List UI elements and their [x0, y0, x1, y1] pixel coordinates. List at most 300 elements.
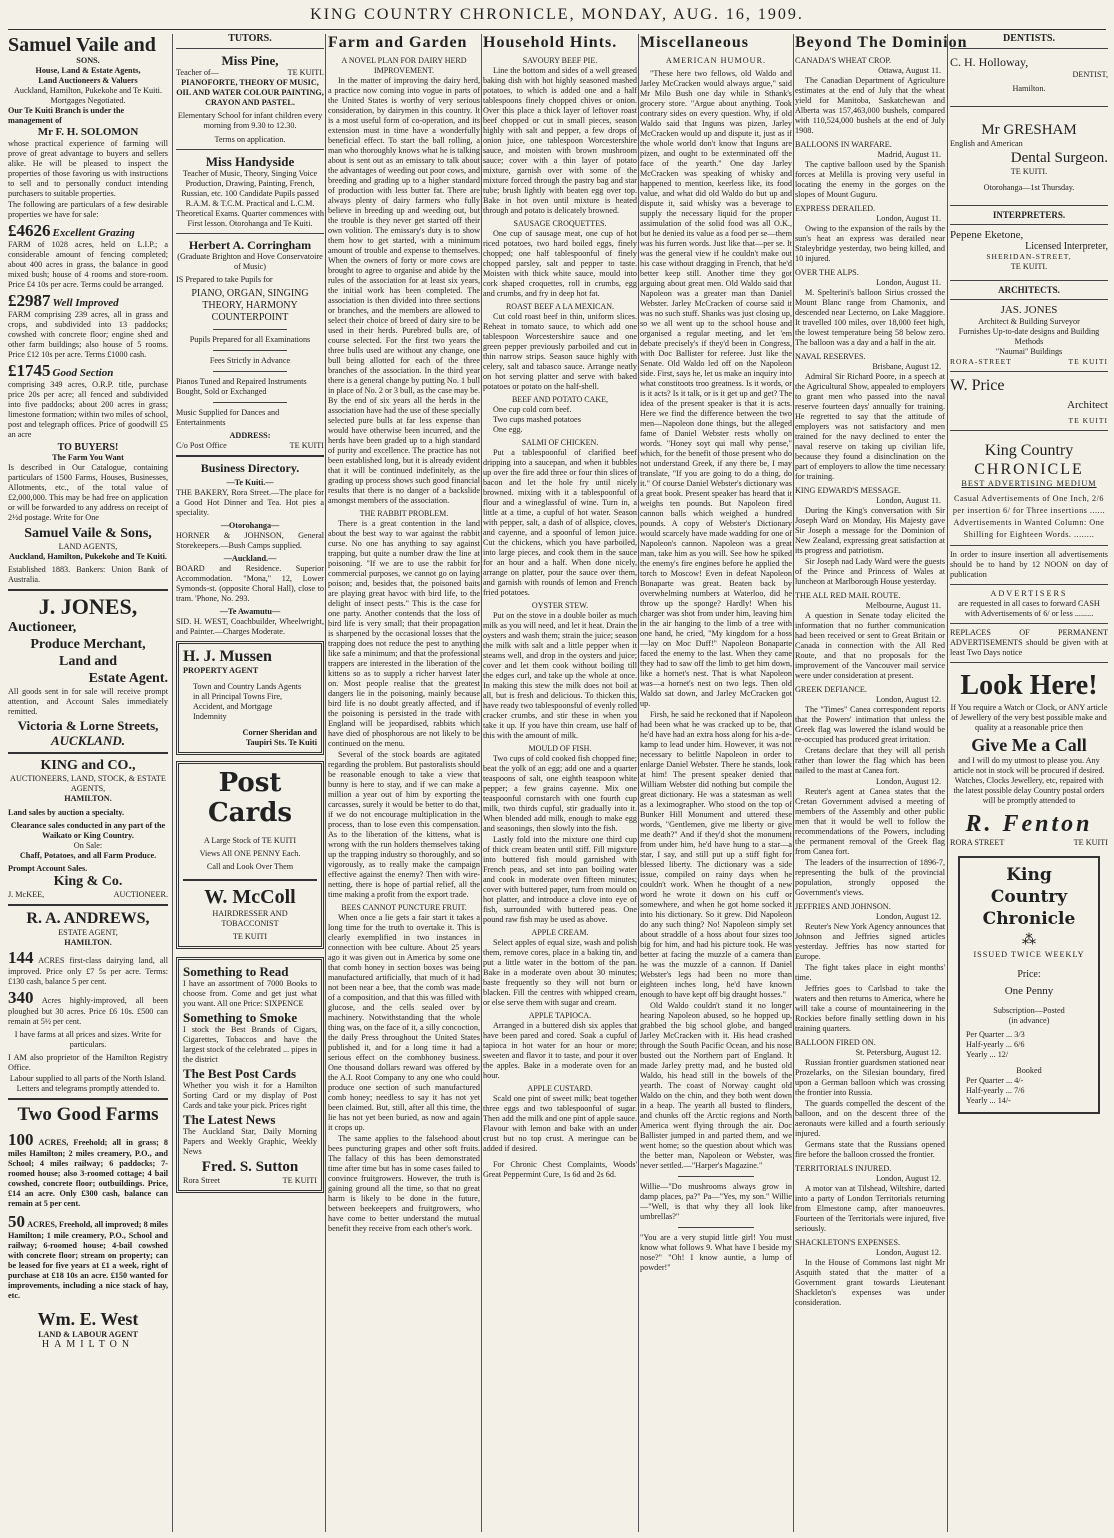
news-text: In the House of Commons last night Mr Asquith stated that the matter of a Government grant towards Lieutenant Shackleton's expenses was under consideration.	[795, 1258, 945, 1307]
andrews-name: R. A. ANDREWS,	[26, 910, 150, 927]
column-divider	[793, 34, 794, 1532]
andrews-text-1: ACRES first-class dairying land, all improved. Price only £7 5s per acre. Terms: £130 cash, balance 5 per cent.	[8, 956, 168, 986]
vaile-sons-agents: LAND AGENTS,	[58, 542, 118, 551]
news-title: GREEK DEFIANCE.	[795, 685, 867, 694]
chronicle-box-rate: Half-yearly ... 6/6	[966, 1040, 1025, 1049]
pine-school: Elementary School for infant children every morning from 9.30 to 12.30.	[177, 111, 323, 130]
chronicle-box-country: Country	[990, 887, 1068, 907]
andrews-desc: ESTATE AGENT,	[58, 928, 118, 937]
separator	[8, 904, 168, 906]
king-co-desc: AUCTIONEERS, LAND, STOCK, & ESTATE AGENTS,	[10, 774, 166, 793]
two-farms-n2: 50	[8, 1212, 25, 1231]
post-cards-ad	[176, 761, 324, 949]
news-title: JEFFRIES AND JOHNSON.	[795, 902, 891, 911]
west-name: Wm. E. West	[37, 1309, 139, 1329]
andrews-labour: Labour supplied to all parts of the North Island.	[9, 1074, 167, 1083]
jas-jones-text: Furnishes Up-to-date designs and Building Methods	[958, 327, 1100, 346]
separator	[176, 149, 324, 150]
news-text: Sir Joseph nad Lady Ward were the guests of the Prince and Princess of Wales at luncheon at Marlborough House yesterday.	[795, 557, 945, 586]
recipe-title: APPLE CUSTARD.	[527, 1084, 593, 1093]
andrews-city: HAMILTON.	[64, 938, 112, 947]
jones-line-1: Auctioneer,	[8, 620, 77, 635]
news-text: A motor van at Tilshead, Wiltshire, darted into a party of London Territorials returning from Elmestone camp, after manoeuvres. Fourteen of the Territorials were injured, five seriously.	[795, 1184, 945, 1233]
jones-text: All goods sent in for sale will receive prompt attention, and Account Sales immediately remitted.	[8, 687, 168, 716]
recipe-line: One cup cold corn beef.	[493, 405, 572, 414]
chronicle-box-rate: Yearly ... 12/	[966, 1050, 1009, 1059]
ornament-icon: ⁂	[1022, 933, 1036, 948]
misc-sub: AMERICAN HUMOUR.	[665, 56, 767, 65]
recipe-text: Put on the stove in a double boiler as much milk as you will need, and let it heat. Drain the oysters and wash them; strain the juice; season the milk with salt and a little pepper when it steams well, and drop in the oysters and juice; cover and let them cook without boiling till the edges curl, and take up the whole at once. In making this stew the milk does not boil at all, but is fresh and delicious. To thicken this, have ready two tablespoonsful of evenly rolled cracker crumbs, and stir these in when you take it up. If you have thin cream, use half of this with the amount of milk.	[483, 611, 637, 740]
news-text: Owing to the expansion of the rails by the sun's heat an express was derailed near Staleybridge yesterday, two being killed, and 10 injured.	[795, 224, 945, 263]
chronicle-box-subscription: Subscription—Posted	[993, 1006, 1065, 1015]
sutton-head-2: Something to Smoke	[183, 1010, 298, 1025]
separator	[950, 662, 1108, 663]
chronicle-box-advance: (in advance)	[1008, 1016, 1050, 1025]
news-text: The captive balloon used by the Spanish forces at Melilla is proving very useful in locating the enemy in the gorges on the slopes of Mount Guguru.	[795, 160, 945, 199]
jones-line-2: Produce Merchant,	[30, 637, 146, 652]
corringham-exams: Pupils Prepared for all Examinations	[189, 335, 311, 344]
property-1-price: £4626	[8, 221, 51, 240]
tutors-head: TUTORS.	[228, 33, 272, 44]
corringham-sub: (Graduate Brighton and Hove Conservatoire of Music)	[177, 252, 323, 271]
price-name: W. Price	[950, 377, 1005, 394]
dentists-head: DENTISTS.	[1003, 33, 1055, 44]
chronicle-subscription-ad	[958, 856, 1100, 1114]
corringham-subjects: PIANO, ORGAN, SINGING THEORY, HARMONY COUNTERPOINT	[191, 288, 309, 323]
interpreters-head: INTERPRETERS.	[992, 210, 1066, 220]
news-date: London, August 11.	[876, 214, 941, 223]
mussen-corner: Corner Sheridan and	[242, 728, 317, 737]
jas-jones-name: JAS. JONES	[1000, 304, 1058, 316]
news-date: London, August 12.	[875, 1248, 941, 1257]
news-title: TERRITORIALS INJURED.	[795, 1164, 892, 1173]
king-co-line-4: Chaff, Potatoes, and all Farm Produce.	[19, 851, 157, 860]
news-title: BALLOONS IN WARFARE.	[795, 140, 892, 149]
separator	[950, 545, 1108, 546]
news-text: The leaders of the insurrection of 1896-7, representing the bulk of the provincial population, strongly opposed the Government's views.	[795, 858, 945, 897]
king-co-sign: King & Co.	[53, 874, 123, 889]
news-text: During the King's conversation with Sir Joseph Ward on Monday, His Majesty gave Sir Joseph a message for the Dominion of New Zealand, expressing great satisfaction at its progress and patriotism.	[795, 506, 945, 555]
recipe-text: One cup of sausage meat, one cup of hot riced potatoes, two hard boiled eggs, finely chopped; one half tablespoonful of finely chopped parsley, salt and pepper to taste. Moisten with thick white sauce, mould into cork shaped croquettes, roll in crumbs, egg and crumbs, and fry in deep hot fat.	[483, 229, 637, 298]
news-text: The guards compelled the descent of the balloon, and on the descent three of the aeronauts were killed and a fourth seriously injured.	[795, 1099, 945, 1138]
column-divider	[638, 34, 639, 1532]
property-1-text: FARM of 1028 acres, held on L.I.P.; a considerable amount of fencing completed; about 400 acres in grass, the balance in good mixed bush; house of 4 rooms and store-room. Price £4 10s per acre. Terms could be arranged.	[8, 240, 168, 289]
news-date: London, August 12.	[875, 912, 941, 921]
vaile-branch: Our Te Kuiti Branch is under the management of	[8, 106, 125, 125]
vaile-manager-text: whose practical experience of farming will prove of great advantage to buyers and sellers alike. He will be pleased to inspect the properties of those favoring us with instructions to sell and to personally conduct intending purchasers to suitable properties.	[8, 139, 168, 198]
vaile-following: The following are particulars of a few desirable properties we have for sale:	[8, 200, 168, 219]
directory-otorohanga: —Otorohanga—	[220, 521, 280, 530]
separator	[176, 48, 324, 49]
sutton-street: Rora Street	[183, 1176, 221, 1185]
recipe-title: ROAST BEEF A LA MEXICAN.	[505, 302, 615, 311]
mussen-place: Te Kuiti	[288, 738, 317, 747]
eketone-place: TE KUITI.	[1010, 262, 1048, 271]
separator	[950, 205, 1108, 206]
gresham-desc: English and American	[950, 139, 1023, 148]
sutton-name: Fred. S. Sutton	[201, 1159, 299, 1175]
business-directory-head: Business Directory.	[200, 461, 300, 475]
two-farms-n1: 100	[8, 1130, 34, 1149]
recipe-line: One egg.	[493, 425, 523, 434]
jones-line-4: Estate Agent.	[88, 671, 168, 686]
chronicle-box-booked: Booked	[1016, 1066, 1042, 1075]
news-title: NAVAL RESERVES.	[795, 352, 866, 361]
property-2-price: £2987	[8, 291, 51, 310]
news-title: SHACKLETON'S EXPENSES.	[795, 1238, 901, 1247]
news-title: OVER THE ALPS.	[795, 268, 859, 277]
article-text: The same applies to the falsehood about bees puncturing grapes and other soft fruits. The fallacy of this has been demonstrated time after time but has in some cases failed to convince fruitgrowers. However, the truth is gaining ground all the time, so that no great harm is likely to be done in the future, between beekeepers and fruitgrowers, who have come to better understand the mutual benefit they receive from each other's work.	[328, 1134, 480, 1233]
misc-head: Miscellaneous	[640, 34, 749, 51]
news-title: THE ALL RED MAIL ROUTE.	[795, 591, 901, 600]
jas-jones-desc: Architect & Building Surveyor	[978, 317, 1080, 326]
separator	[213, 329, 287, 330]
chronicle-best: BEST ADVERTISING MEDIUM	[961, 479, 1097, 488]
corringham-address: ADDRESS:	[229, 431, 271, 440]
look-here-text: If You require a Watch or Clock, or ANY article of Jewellery of the very best possible make and quality at a reasonable price then	[950, 703, 1108, 732]
directory-bakery: THE BAKERY, Rora Street.—The place for a Good Hot Dinner and Tea. Hot pies a speciality.	[176, 488, 324, 517]
separator	[950, 430, 1108, 431]
misc-joke: "You are a very stupid little girl! You must know what follows 9. What have I beside my nose?" "Oh! I know auntie, a lump of powder!"	[640, 1233, 792, 1272]
gresham-desc-2: Dental Surgeon.	[1010, 150, 1108, 166]
news-title: KING EDWARD'S MESSAGE.	[795, 486, 901, 495]
news-title: EXPRESS DERAILED.	[795, 204, 876, 213]
chronicle-box-rate: Yearly ... 14/-	[966, 1096, 1011, 1105]
chronicle-order: In order to insure insertion all advertisements should be to hand by 12 NOON on day of publication	[950, 550, 1108, 579]
news-text: The Canadian Department of Agriculture estimates at the end of July that the wheat yield for Manitoba, Saskatchewan and Alberta was 157,463,000 bushels, compared with 110,524,000 bushels at the end of July 1908.	[795, 76, 945, 135]
article-text: There is a great contention in the land about the best way to war against the rabbit curse. No one has anything to say against trapping, but quite a number draw the line at poisoning. "If we are to use the rabbit for commercial purposes, we cannot go on laying poison; and, besides that, the poisoned baits are playing great havoc with bird life, to the delight of insect pests." This is the case for one party. Another contends that the loss of bird life is very small; that their propagation is sharpened by the occasional losses that the trapping does not reduce the pest to anything like safe a minimum; and that the professional trappers are interested in the liberation of the kittens so as to supply a richer harvest later on. Most people realise that the greatest dangers lie in the poisoning, mainly because bird life is no doubt greatly affected, and if the poisoning is persisted in the trade with England will be jeopardised, rabbits which have died of phosphorous are not likely to be continued on the menu.	[328, 519, 480, 748]
recipe-title: MOULD OF FISH.	[528, 744, 592, 753]
recipe-title: APPLE TAPIOCA.	[528, 1011, 592, 1020]
column-divider	[481, 34, 482, 1532]
property-2-title: Well Improved	[52, 297, 119, 309]
gresham-place: TE KUITI.	[1010, 167, 1048, 176]
sutton-ad	[176, 957, 324, 1193]
gresham-note: Otorohanga—1st Thursday.	[983, 183, 1075, 192]
recipe-text: Cut cold roast beef in thin, uniform slices. Reheat in tomato sauce, to which add one tablespoon Worcestershire sauce and one green pepper previously parboiled and cut in thin narrow strips. Season sauce highly with celery, salt and tabasco sauce. Arrange neatly on hot serving platter and serve with baked potatoes or potato on the half-shell.	[483, 312, 637, 391]
separator	[213, 402, 287, 403]
separator	[8, 1098, 168, 1100]
news-date: London, August 12.	[875, 695, 941, 704]
vaile-sons-places: Auckland, Hamilton, Pukekohe and Te Kuiti.	[9, 552, 167, 561]
holloway-place: Hamilton.	[1012, 84, 1046, 93]
directory-horner: HORNER & JOHNSON, General Storekeepers.—Bush Camps supplied.	[176, 531, 324, 550]
holloway-desc: DENTIST,	[1072, 70, 1108, 79]
chronicle-rates: Casual Advertisements of One Inch, 2/6 per insertion 6/ for Three insertions ...... Advertisements in Wanted Column: One Shilling for Eighteen Words. ........	[952, 494, 1106, 539]
handyside-text: Teacher of Music, Theory, Singing Voice Production, Drawing, Painting, French, Russian, etc. 100 Candidate Pupils passed R.A.M. & T.C.M. Practical and L.C.M. Theoretical Exams. Quarter commences with First lesson. Otorohanga and Te Kuiti.	[176, 169, 324, 228]
property-3-text: comprising 349 acres, O.R.P. title, purchase price 20s per acre; all fenced and subdivided into five paddocks; about 200 acres in grass; limestone formation; within two miles of school, post and telegraph offices. Price of goodwill £5 an acre	[8, 380, 168, 439]
news-text: Jeffries goes to Carlsbad to take the waters and then returns to America, where he will take a course of mountaineering in the Rockies before finally settling down in his training quarters.	[795, 984, 945, 1033]
directory-te-awamutu: —Te Awamutu—	[219, 607, 281, 616]
vaile-mortgages: Mortgages Negotiated.	[50, 96, 126, 105]
chronicle-box-rate: Per Quarter ... 3/3	[966, 1030, 1025, 1039]
news-date: London, August 11.	[876, 278, 941, 287]
andrews-registry: I AM also proprietor of the Hamilton Registry Office.	[8, 1053, 168, 1072]
sutton-head-3: The Best Post Cards	[183, 1066, 297, 1081]
separator	[8, 589, 168, 591]
gresham-name: Mr GRESHAM	[981, 122, 1077, 138]
recipe-ad: For Chronic Chest Complaints, Woods' Great Peppermint Cure, 1s 6d and 2s 6d.	[483, 1160, 637, 1179]
directory-west: SID. H. WEST, Coachbuilder, Wheelwright, and Painter.—Charges Moderate.	[176, 617, 324, 636]
mussen-text: Town and Country Lands Agents in all Principal Towns Fire, Accident, and Mortgage Indemnity	[193, 682, 302, 721]
vaile-places: Auckland, Hamilton, Pukekohe and Te Kuiti.	[14, 86, 162, 95]
sutton-text-2: I stock the Best Brands of Cigars, Cigarettes, Tobaccos and have the largest stock of the celebrated ... pipes in the district	[183, 1025, 317, 1064]
household-head: Household Hints.	[483, 34, 618, 51]
article-text: Several of the stock boards are agitated regarding the problem. But pastoralists should be reasonable enough to take a view that bunny is here to stay, and if we can make a million a year out of him by exporting the carcasses, surely it would be better to do that, if we do not encourage multiplication in the process, than to lose even this compensation. As to the liberation of the kittens, what is wrong with the run holders themselves taking up the trapping industry so thoroughly, and so vigorously, as to really make the campaign effective against the enemy? Then with wire-netting, there is hope of partial relief, all the time making a profit from the export trade.	[328, 750, 480, 899]
advertisers-text: are requested in all cases to forward CASH with Advertisements of 6/ or less .........	[958, 599, 1100, 618]
mussen-corner-2: Taupiri Sts.	[245, 738, 287, 747]
separator	[183, 879, 317, 881]
recipe-title: APPLE CREAM.	[531, 928, 589, 937]
news-text: Germans state that the Russians opened fire before the balloon crossed the frontier.	[795, 1140, 945, 1159]
separator	[678, 1176, 754, 1177]
news-text: Russian frontier guardsmen stationed near Prozelarks, on the Silesian boundary, fired upon a German balloon which was crossing the frontier into Russia.	[795, 1058, 945, 1097]
chronicle-box-rate: Per Quarter ... 4/-	[966, 1076, 1024, 1085]
fenton-name: R. Fenton	[965, 811, 1093, 837]
news-date: Melbourne, August 11.	[865, 601, 941, 610]
chronicle-title: CHRONICLE	[974, 461, 1084, 478]
west-desc: LAND & LABOUR AGENT	[38, 1330, 138, 1339]
king-co-line-1: Land sales by auction a specialty.	[8, 808, 125, 817]
news-date: Madrid, August 11.	[877, 150, 941, 159]
news-text: Admiral Sir Richard Poore, in a speech at the Agricultural Show, appealed to employers to grant men who passed into the naval reserve fourteen days' annually for training. He regretted to say that the attitude of employers was not satisfactory and men trained for the navy declined to enter the naval reserve on taking up civilian life, because they found a disinclination on the part of employers to allow the time necessary for training.	[795, 372, 945, 481]
directory-auckland: —Auckland.—	[223, 554, 277, 563]
sutton-head-1: Something to Read	[183, 964, 289, 979]
king-co-line-5: Prompt Account Sales.	[8, 864, 88, 873]
eketone-desc: Licensed Interpreter,	[1025, 241, 1108, 252]
sutton-text-3: Whether you wish it for a Hamilton Sorting Card or my display of Post Cards and take your pick. Prices right	[183, 1081, 317, 1110]
corringham-po: C/o Post Office	[176, 441, 227, 450]
chronicle-box-price: Price:	[1017, 969, 1041, 980]
king-co-city: HAMILTON.	[64, 794, 112, 803]
news-date: St. Petersburg, August 12.	[855, 1048, 941, 1057]
property-1-title: Excellent Grazing	[52, 227, 135, 239]
news-text: The fight takes place in eight months' time.	[795, 963, 945, 982]
vaile-sons: SONS.	[76, 56, 100, 65]
corringham-place: TE KUITI	[289, 441, 324, 450]
recipe-text: Scald one pint of sweet milk; beat together three eggs and two tablespoonful of sugar. Then add the milk and one pint of apple sauce. Flavour with lemon and bake with an under crust but no top crust. A meringue can be added if desired.	[483, 1094, 637, 1153]
column-5-miscellaneous	[640, 34, 792, 1532]
eketone-street: SHERIDAN-STREET,	[986, 252, 1072, 261]
column-2-tutors	[176, 34, 324, 1532]
separator	[8, 752, 168, 754]
separator	[950, 224, 1108, 225]
andrews-farms: I have farms at all prices and sizes. Write for particulars.	[14, 1030, 162, 1049]
directory-board: BOARD and Residence. Superior Accommodation. "Mona," 12, Lower Symonds-st. (opposite Choral Hall), close to tram. 'Phone, No. 293.	[176, 564, 324, 603]
vaile-sons-established: Established 1883. Bankers: Union Bank of Australia.	[8, 565, 168, 584]
king-co-name: KING and CO.,	[40, 758, 136, 773]
recipe-text: Lastly fold into the mixture one third cup of thick cream beaten until stiff. Fill migxture into buttered fish mould garnished with French peas, and set into pan boiling water and cook in moderate oven fifteen minutes; cover with buttered paper, turn from mould on hot platter, and introduce a clove into eye of fish, surrounded with buttered peas. One pound raw fish may be used as above.	[483, 835, 637, 924]
mccoll-name: W. McColl	[204, 886, 296, 908]
article-title: BEES CANNOT PUNCTURE FRUIT.	[341, 903, 467, 912]
misc-joke: Willie—"Do mushrooms always grow in damp places, pa?" Pa—"Yes, my son." Willie—"Well, is that why they all look like umbrellas?"	[640, 1182, 792, 1221]
column-3-farm-garden	[328, 34, 480, 1532]
jas-jones-place: TE KUITI	[1068, 357, 1108, 366]
corringham-fees: Fees Strictly in Advance	[209, 356, 291, 365]
newspaper-header: KING COUNTRY CHRONICLE, MONDAY, AUG. 16, 1909.	[310, 6, 804, 23]
recipe-text: Two cups of cold cooked fish chopped fine; beat the yolk of an egg; add one and a quarter teaspoons of salt, one eighth teaspoon white pepper; a few grains cayenne. Mix one teaspoonful cornstarch with one fourth cup milk, two thirds cupful, stir gradually into it. When blended add milk, enough to make egg and seasonings, then slowly into the fish.	[483, 754, 637, 833]
king-co-auctioneer: AUCTIONEER.	[113, 890, 168, 899]
mccoll-desc: HAIRDRESSER AND TOBACCONIST	[212, 909, 288, 928]
misc-text: Old Waldo couldn't stand it no longer hearing Napoleon abused, so he hopped up, grabbed the big school globe, and banged Jarley McCracken with it. His head crashed through the South Pacific Ocean, and his nose busted out the Northern part of England. It made Jarley pretty mad, and he busted old Waldo, his head still in the bowels of the yearth. The coast of Norway caught old Waldo on the chin, and they both went down in a heap. The yearth all busted to flinders, and chunks off the Arctic regions and North America went flying through the air. Doc Ballister jumped in and parted them, and we went home; so the question about which was the better man, Napoleon or Webster, was never settled.—"Harper's Magazine."	[640, 1001, 792, 1170]
recipe-text: Line the bottom and sides of a well greased baking dish with hot highly seasoned mashed potatoes, to which is added one and a half tablespoons finely chopped chives or onion. Over this place a thick layer of leftover roast beef chopped or cut in small pieces, season highly with salt and pepper, a few drops of onion juice, one tablespoon Worcestershire sauce, and moisten with brown mushroom sauce; cover with a thin layer of potato mixture, garnish over with some of the mixture forced through the pastry bag and star tube; brush lightly with beaten egg over top. Bake in hot oven until mixture is heated through and potato is delicately browned.	[483, 66, 637, 215]
post-cards-head: Post Cards	[207, 768, 293, 828]
recipe-text: Put a tablespoonful of clarified beef dripping into a saucepan, and when it bubbles up over the fire add three or four thin slices of bacon and let the hole fry until nicely browned. mixing with it a tablespoonful of flour and a wineglassful of wine. Turn in, a little at a time, a cupful of hot water. Season with pepper, salt, a dash of of allspice, cloves, and cayenne, and a spoonful of lemon juice. Cut the chickens, which you have parboiled, into large pieces, and cook them in the sauce for an hour and a half. When done nicely, arrange on platter, pour the sauce over them, and garnish with rounds of lemon and French fried potatoes.	[483, 448, 637, 597]
article-title: A NOVEL PLAN FOR DAIRY HERD IMPROVEMENT.	[341, 56, 467, 75]
separator	[176, 455, 324, 457]
chronicle-box-issued: ISSUED TWICE WEEKLY	[973, 950, 1085, 959]
eketone-name: Pepene Eketone,	[950, 229, 1024, 241]
buyers-text: Is described in Our Catalogue, containing particulars of 1500 Farms, Houses, Businesses, Allotments, etc., of the total value of £2,000,000. This may be had free on application or will be forwarded to any address on receipt of 2½d postage. Write for One	[8, 463, 168, 522]
king-co-line-2: Clearance sales conducted in any part of the Waikato or King Country.	[10, 821, 166, 840]
directory-te-kuiti: —Te Kuiti.—	[226, 478, 274, 487]
separator	[176, 233, 324, 234]
advertisers-replaces: REPLACES OF PERMANENT ADVERTISEMENTS should be given with at least Two Days notice	[950, 628, 1108, 657]
jones-name: J. JONES,	[38, 594, 138, 619]
column-1-advertisements	[8, 34, 168, 1532]
sutton-text-1: I have an assortment of 7000 Books to choose from. Come and get just what you want. All one Price: SIXPENCE	[183, 979, 317, 1008]
news-date: London, August 12.	[875, 777, 941, 786]
chronicle-king-country: King Country	[984, 442, 1074, 459]
recipe-title: SAVOURY BEEF PIE.	[522, 56, 598, 65]
pine-name: Miss Pine,	[221, 53, 279, 68]
andrews-n1: 144	[8, 948, 34, 967]
sutton-head-4: The Latest News	[183, 1112, 276, 1127]
separator	[950, 371, 1108, 372]
column-6-beyond-dominion	[795, 34, 968, 1532]
andrews-letters: Letters and telegrams promptly attended to.	[16, 1084, 160, 1093]
look-here-give: Give Me a Call	[971, 735, 1087, 755]
corringham-pianos: Pianos Tuned and Repaired Instruments Bought, Sold or Exchanged	[176, 377, 307, 396]
article-title: THE RABBIT PROBLEM.	[359, 509, 449, 518]
news-date: Ottawa, August 11.	[878, 66, 941, 75]
separator	[950, 623, 1108, 624]
price-place: TE KUITI	[1068, 416, 1108, 425]
price-desc: Architect	[1067, 399, 1108, 411]
fenton-street: RORA STREET	[950, 838, 1005, 847]
news-text: Reuter's New York Agency announces that Johnson and Jeffries signed articles yesterday. Jeffries has now started for Europe.	[795, 922, 945, 961]
news-text: M. Spelterini's balloon Sirius crossed the Mount Blanc range from Chamonix, and descended near Lecterno, on Lake Maggiore. It travelled 100 miles, over 18,000 feet high, the lowest temperature being 58 below zero. The balloon was a day and a half in the air.	[795, 288, 945, 347]
misc-text: "These here two fellows, old Waldo and Jarley McCracken would always argue," said Mr Milo Bush one day while in Sthank's grocery store. "Argue about anything. Took contrary sides on every question. Why, if old Waldo said that Inguns was pizen, Jarley McCracken would up and dispute it, just as if the whole world don't know that Inguns are pizen, and ought to be exterminated off the face of the yearth." One day Jarley McCracken was speaking of whisky and happened to mention, keerless like, its food value, and what did old Waldo do but up and dispute it, said whisky was a beverage to supply the necessary liquid for the proper assimulation of the solid food was all O.K., but he denied its value as a food per se—them was his furren words. Just like that—per se. It was the general view if he couldn't make out his case without dragging in French, that he'd better keep still. Another time they got arguing about great men. Old Waldo said that Napoleon was a greater man than Daniel Webster. Jarley McCracken of course said it was no such stuff. Shanks was just closing up, so we all went up to the school house and organised a regular meeting, and let 'em debate precisely's if they'd been in Congress, with Doc Ballister for referee. Just like the Senate. Old Waldo led off on the Napoleon side. First, says he, let us make an inquiry into what constitoots troo greatness. Is it words, or is it acts? Is it talk, or is it get up and get? The idea of the present speaker is that it is acts. Here we find the difference between the two men—Napoleon done things, but the alleged fame of Daniel Webster rests wholly on words. "Honey soyt qui mall why pense," which, for the benefit of those present who do not understand Greek, if any there be, I may translate, "If you are going to do a thing, do it." Of course Daniel Webster's dictionary was a great book. Present speaker has heard that it weighs ten pounds. But Napoleon fired cannon balls which weighed a hundred pounds. A copy of Webster's Dictionary would scarcely have made wadding for one of Napoleon's cannon. Napoleon was a great man, take him as you will. See how he spiked the enemy's fire engines before he applied the torch to Moscow! Even in defeat Napoleon Bonaparte was great. Beaten back by overwhelming numbers at Waterloo, did he throw up the sponge? Hardly! When his charger was shot from under him, leaving him in the air hanging to the limb of a tree with one hand, he cried, "My kingdom for a hoss—lay on Moc Duff!" Napoleon Bonaparte faced the enemy to the last. When they came they had to saw off the limb to get him down, like a hornet's nest. That is what Napoleon was—a hornet's nest on two legs. Then old Waldo sat down, and Jarley McCracken got up.	[640, 69, 792, 708]
buyers-sub: The Farm You Want	[52, 453, 124, 462]
column-divider	[172, 34, 173, 1532]
recipe-title: OYSTER STEW.	[531, 601, 589, 610]
sutton-text-4: The Auckland Star, Daily Morning Papers and Weekly Graphic, Weekly News	[183, 1127, 317, 1156]
pine-terms: Terms on application.	[214, 135, 286, 144]
mussen-desc: PROPERTY AGENT	[183, 666, 259, 675]
news-text: Reuter's agent at Canea states that the Cretan Government advised a meeting of members of the Assembly and other public men that it would be well to follow the recommendations of the Powers, including the permanent removal of the Greek flag from Canea fort.	[795, 787, 945, 856]
king-co-line-3: On Sale:	[73, 841, 103, 850]
pine-teacher: Teacher of—	[176, 68, 219, 77]
chronicle-box-rate: Half-yearly ... 7/6	[966, 1086, 1025, 1095]
vaile-agents: House, Land & Estate Agents,	[35, 66, 141, 75]
chronicle-box-penny: One Penny	[1004, 985, 1054, 997]
jones-line-3: Land and	[59, 654, 117, 669]
jas-jones-buildings: "Naumai" Buildings	[995, 347, 1063, 356]
vaile-manager: Mr F. H. SOLOMON	[37, 126, 139, 138]
jas-jones-street: RORA-STREET	[950, 357, 1012, 366]
farm-garden-head: Farm and Garden	[328, 34, 468, 51]
architects-head: ARCHITECTS.	[998, 285, 1060, 295]
west-city: HAMILTON	[41, 1339, 135, 1350]
recipe-text: Select apples of equal size, wash and polish them, remove cores, place in a baking tin, and put a little water in the bottom of the pan. Bake in a moderate oven about 30 minutes; baste frequently so they will not burn or blacken. Fill the centres with whipped cream, or else serve them with sugar and cream.	[483, 938, 637, 1007]
mussen-name: H. J. Mussen	[183, 648, 272, 665]
beyond-head: Beyond The Dominion	[795, 34, 968, 51]
misc-text: Firsh, he said he reckoned that if Napoleon had been what he was cracked up to be, that he'd have had an extra hoss along for his a-de-kamp to lead under him. However, it was not necessary to belittle Napoleon in order to enlarge Daniel Webster. There he stands, look at him! The present speaker denied that William Webster did nothing but compile the great dictionary. He was a statesman as well as a leximographer. Who stood on the top of Bunker Hill Monument and uttered these words, "Gentlemen, give me liberty or give me death?" And if they'd shot the monument from under him, he'd have hung to a star—a star, I say, and still put up a stiff fight for blessed liberty. The dictionary was a side issue, compiled on rainy days when he couldn't work. When he thought of a new word he wrote it down on his cuff or somewhere, and when he got home socked it into his dictionary. So it grew. Did Napoleon do any such thing? No! Napoleon simply set about straddle of a hoss about four sizes too big for him, and had his picture took. He was better at facing the muzzle of a camera than he was the muzzle of a cannon. If Daniel Webster's legs had been no more than eighteen inches long, he'd have known enough to have kept off big draught hosses."	[640, 710, 792, 999]
article-text: When once a lie gets a fair start it takes a long time for the truth to overtake it. This is clearly exemplified in two instances in connection with bee culture. About 25 years ago it was given out in America by some one that comb honey in section boxes was being manufactured artificially, that much of it had not been near a bee, that the comb was made of a composition, and that this was filled with glucose, and the cells sealed over by machinery. Notwithstanding that the whole thing was, on the face of it, a silly concoction, the daily Press throughout the United States published it, and for a long time it had a serious effect on the combhoney business. One thousand dollars reward was offered by the A.I. Root Company to any one who could produce one section of such manufactured comb honey; needless to say it has not yet been claimed. But, still, after all this time, the lie has not yet been buried, as now and again it crops up.	[328, 913, 480, 1132]
column-divider	[947, 34, 948, 1532]
king-co-mckee: J. McKEE,	[8, 890, 45, 899]
pine-place: TE KUITI.	[287, 68, 324, 77]
corringham-music: Music Supplied for Dances and Entertainments	[176, 408, 280, 427]
two-farms-head: Two Good Farms	[17, 1104, 159, 1125]
column-divider	[325, 34, 326, 1532]
news-title: BALLOON FIRED ON.	[795, 1038, 876, 1047]
jones-city: AUCKLAND.	[50, 733, 126, 748]
separator	[950, 584, 1108, 585]
recipe-title: SALMI OF CHICKEN.	[521, 438, 599, 447]
corringham-name: Herbert A. Corringham	[188, 238, 312, 252]
recipe-title: SAUSAGE CROQUETTES.	[513, 219, 607, 228]
recipe-line: Two cups mashed potatoes	[493, 415, 581, 424]
look-here-text-2: and I will do my utmost to please you. Any article not in stock will be procured if desired. Watches, Clocks Jewellery, etc, repaired with the latest possible delay Country postal orders will be promptly attended to	[953, 756, 1105, 805]
separator	[213, 371, 287, 372]
news-title: CANADA'S WHEAT CROP.	[795, 56, 892, 65]
vaile-sons-name: Samuel Vaile & Sons,	[24, 526, 152, 541]
news-date: Brisbane, August 12.	[872, 362, 941, 371]
mussen-ad	[176, 641, 324, 755]
buyers-head: TO BUYERS!	[57, 442, 119, 453]
recipe-text: Arranged in a buttered dish six apples that have been pared and cored. Soak a cupful of tapioca in hot water for an hour or more; sweeten and flavor it to taste, and pour it over the apples. Bake in a moderate oven for an hour.	[483, 1021, 637, 1080]
post-cards-text: A Large Stock of TE KUITI Views All ONE PENNY Each. Call and Look Over Them	[199, 836, 301, 871]
separator	[950, 106, 1108, 107]
jones-streets: Victoria & Lorne Streets,	[17, 718, 159, 733]
advertisers-head: ADVERTISERS	[990, 589, 1068, 598]
mccoll-place: TE KUITI	[232, 932, 268, 941]
two-farms-text-1: ACRES, Freehold; all in grass; 8 miles Hamilton; 2 miles creamery, P.O., and School; 4 miles railway; 6 paddocks; 7-roomed house; also 3-roomed cottage; 4 bail cowshed, concrete floor; outbuildings. Price, £14 an acre. Only £300 cash, balance can remain at 5 per cent.	[8, 1138, 168, 1208]
andrews-text-2: Acres highly-improved, all been ploughed but 30 acres. Price £6 10s. £500 can remain at 5½ per cent.	[8, 996, 168, 1026]
column-7-professionals	[950, 34, 1108, 1532]
header-rule	[8, 29, 1106, 30]
news-text: The "Times" Canea correspondent reports that the Powers' intimation that unless the Greek flag was lowered the island would be re-occupied has produced great irritation.	[795, 705, 945, 744]
article-text: In the matter of improving the dairy herd, a practice now coming into vogue in parts of the United States is worthy of very serious consideration, by dairymen in this country. It is a most useful form of co-operation, and its extension must in time have a wonderfully beneficial effect. To start the ball rolling, a man who thoroughly knows what he is talking about is sent out as an emissary to talk about the advantages of weeding out poor cows, and breeding and grading up to a higher standard of production with less butter fat. There are always plenty of dairy farmers who fully believe in breeding up and weeding out, but the trouble is they never get started off their own volition. The emissary's duty is to show them how to get started, with a minimum amount of trouble and expense to themselves. When the owners of forty or more cows are brought to agree to organise and abide by the rules of the association for at least six years, the initial work has been completed. The association is then divided into three sections or branches, and the members are allowed to select their choice of breed of dairy sire to be used in their herds. Purebred bulls are, of course selected. For the first two years the three bulls used are without any change, one bull being allotted for each of the three branches of the association. In the third year there is a general change by putting No. 1 bull in place of No. 2 or 3 bull, as the case may be. By the end of six years all the herds in the association have had the use of these specially selected pure bulls at far less expense than would have otherwise been incurred, and the herds have been graded up to a high standard of purity and excellence. The practice has not been established long, but it is already evident that it will be continued indefinitely, as the grading up process shows such good financial results that there is no danger of a backslide amongst members of the association.	[328, 76, 480, 505]
recipe-title: BEEF AND POTATO CAKE,	[511, 395, 609, 404]
property-3-title: Good Section	[52, 367, 114, 379]
fenton-place: TE KUITI	[1073, 838, 1108, 847]
chronicle-box-chronicle: Chronicle	[982, 909, 1076, 929]
separator	[950, 280, 1108, 281]
separator	[950, 48, 1108, 49]
chronicle-box-king: King	[1006, 865, 1052, 885]
vaile-name: Samuel Vaile and	[8, 34, 156, 56]
column-4-household-hints	[483, 34, 637, 1532]
two-farms-text-2: ACRES, Freehold, all improved; 8 miles Hamilton; 1 mile creamery, P.O., School and railway; 6-roomed house; 4-bail cowshed with concrete floor; stream on property; can be leased for five years at £1 a week, right of purchase at £18 10s an acre. £150 wanted for improvements, including a nice stack of hay, etc.	[8, 1220, 168, 1300]
news-date: London, August 12.	[875, 1174, 941, 1183]
vaile-auctioneers: Land Auctioneers & Valuers	[38, 76, 138, 85]
sutton-place: TE KUITI	[282, 1176, 317, 1185]
property-2-text: FARM comprising 239 acres, all in grass and crops, and subdivided into 13 paddocks; cowshed with concrete floor; engine shed and other farm buildings; also house of 5 rooms. Price £12 10s per acre. Terms £1000 cash.	[8, 310, 168, 359]
andrews-n2: 340	[8, 988, 34, 1007]
handyside-name: Miss Handyside	[205, 154, 295, 169]
news-text: Cretans declare that they will all perish rather than lower the flag which has been nailed to the mast at Canea fort.	[795, 746, 945, 775]
property-3-price: £1745	[8, 361, 51, 380]
pine-subjects: PIANOFORTE, THEORY OF MUSIC, OIL AND WATER COLOUR PAINTING, CRAYON AND PASTEL.	[176, 78, 324, 107]
separator	[678, 1227, 754, 1228]
news-date: London, August 11.	[876, 496, 941, 505]
news-text: A question in Senate today elicited the information that no further communication had been received or sent to Great Britain or Canada in connection with the All Red Route, and that no proposals for the improvement of the Vancouver mail service were under consideration at present.	[795, 611, 945, 680]
look-here-head: Look Here!	[960, 670, 1098, 701]
separator	[213, 350, 287, 351]
